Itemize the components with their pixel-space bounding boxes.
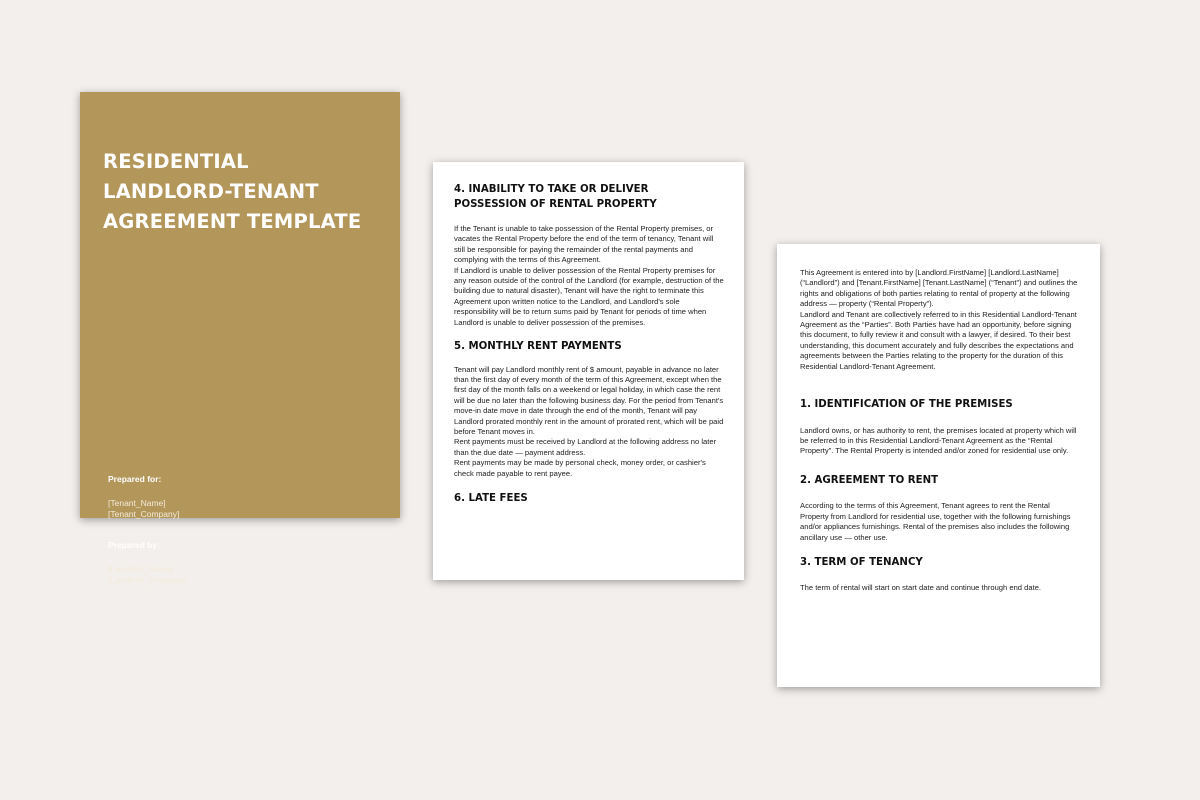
intro-paragraph: This Agreement is entered into by [Landlord.FirstName] [Landlord.LastName] (“Landlord”) and [Tenant.FirstName] [Tenant.LastName] (“Tenant”) and outlines the rights and obligations of both parties relating to rental of property at the following address — property (“Rental Property”). Landlord and Tenant are collectively referred to in this Residential Landlord-Tenant Agreement as the “Parties”. Both Parties have had an opportunity, before signing this document, to fully review it and consult with a lawyer, if desired. To their best understanding, this document accurately and fully describes the expectations and agreements between the Parties relating to the property for the duration of this Residential Landlord-Tenant Agreement.: [800, 268, 1078, 371]
section-heading: 3. TERM OF TENANCY: [800, 556, 923, 568]
document-page-1: [777, 244, 1100, 687]
cover-title-line: AGREEMENT TEMPLATE: [103, 210, 362, 233]
prepared-for-label: Prepared for:: [108, 474, 162, 484]
prepared-by-label: Prepared by:: [108, 540, 160, 550]
section-body: Landlord owns, or has authority to rent, the premises located at property which will be referred to in this Residential Landlord-Tenant Agreement as the “Rental Property”. The Rental Property is intended and/or zoned for residential use only.: [800, 425, 1077, 456]
prepared-for-block: [108, 474, 179, 521]
tenant-name: [Tenant_Name]: [108, 497, 166, 508]
prepared-by-block: [108, 540, 187, 587]
section-heading: 1. IDENTIFICATION OF THE PREMISES: [800, 399, 1013, 411]
cover-title-line: RESIDENTIAL: [103, 150, 249, 173]
tenant-company: [Tenant_Company]: [108, 509, 180, 519]
section-body: The term of rental will start on start date and continue through end date.: [800, 583, 1042, 593]
section-heading: 6. LATE FEES: [454, 493, 528, 505]
section-heading: 5. MONTHLY RENT PAYMENTS: [454, 341, 622, 353]
section-heading: 2. AGREEMENT TO RENT: [800, 474, 939, 486]
cover-title-line: LANDLORD-TENANT: [103, 180, 319, 203]
section-body: According to the terms of this Agreement, Tenant agrees to rent the Rental Property from Landlord for residential use, together with the following furnishings and/or appliances furnishings. Rental of the premises also includes the following ancillary use — other use.: [800, 501, 1071, 542]
cover-page: [80, 92, 400, 585]
landlord-name: [Landlord_Name]: [108, 563, 174, 574]
section-body: Tenant will pay Landlord monthly rent of $ amount, payable in advance no later than the first day of every month of the term of this Agreement, except when the first day of the month falls on a weekend or legal holiday, in which case the rent will be due no later than the following business day. For the period from Tenant's move-in date move in date through the end of the month, Tenant will pay Landlord prorated monthly rent in the amount of prorated rent, which will be paid before Tenant moves in. Rent payments must be received by Landlord at the following address no later than the due date — payment address. Rent payments may be made by personal check, money order, or cashier's check made payable to rent payee.: [454, 364, 724, 478]
landlord-company: [Landlord_Company]: [108, 575, 187, 585]
cover-title: [103, 147, 383, 237]
section-body: If the Tenant is unable to take possession of the Rental Property premises, or vacates the Rental Property before the end of the term of tenancy, Tenant will still be responsible for paying the remainder of the rental payments and complying with the terms of this Agreement. If Landlord is unable to deliver possession of the Rental Property premises for any reason outside of the control of the Landlord (for example, destruction of the building due to natural disaster), Tenant will have the right to terminate this Agreement upon written notice to the Landlord, and Landlord's sole responsibility will be to return sums paid by Tenant for periods of time when Landlord is unable to deliver possession of the premises.: [454, 224, 724, 327]
section-heading: 4. INABILITY TO TAKE OR DELIVER POSSESSION OF RENTAL PROPERTY: [454, 184, 657, 210]
document-page-2: [433, 162, 744, 580]
